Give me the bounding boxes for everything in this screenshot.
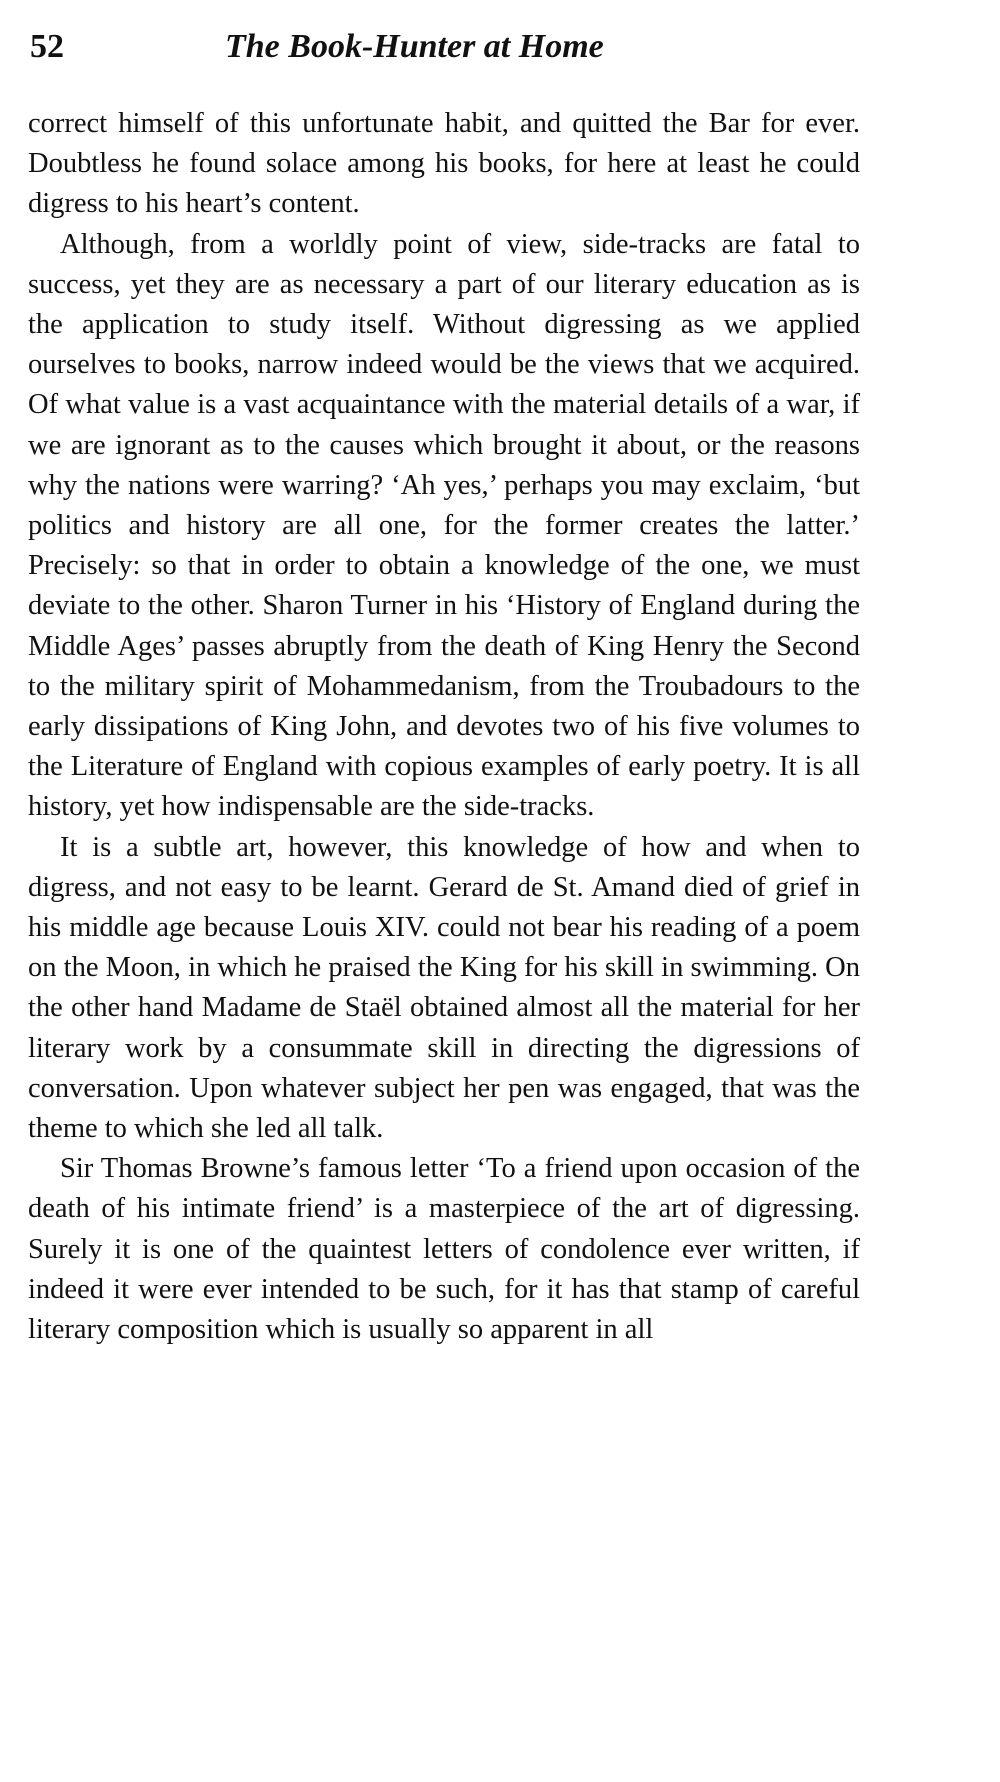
paragraph-1: correct himself of this unfortunate habit, and quitted the Bar for ever. Doubtless he found solace among his books, for here at least he could digress to his heart’s content. <box>28 108 860 220</box>
running-title: The Book-Hunter at Home <box>225 28 604 65</box>
page-number: 52 <box>30 28 64 65</box>
paragraph-4: Sir Thomas Browne’s famous letter ‘To a friend upon occasion of the death of his intimate friend’ is a masterpiece of the art of digressing. Surely it is one of the quaintest letters of condolence ever written, if indeed it were ever intended to be such, for it has that stamp of careful literary composition which is usually so apparent in all <box>28 1153 860 1346</box>
paragraph-2: Although, from a worldly point of view, side-tracks are fatal to success, yet they are as necessary a part of our literary education as is the application to study itself. Without digressing as we applied ourselves to books, narrow indeed would be the views that we acquired. Of what value is a vast acquaintance with the material details of a war, if we are ignorant as to the causes which brought it about, or the reasons why the nations were warring? ‘Ah yes,’ perhaps you may exclaim, ‘but politics and history are all one, for the former creates the latter.’ Precisely: so that in order to obtain a knowledge of the one, we must deviate to the other. Sharon Turner in his ‘History of England during the Middle Ages’ passes abruptly from the death of King Henry the Second to the military spirit of Mohammedanism, from the Troubadours to the early dissipations of King John, and devotes two of his five volumes to the Literature of England with copious examples of early poetry. It is all history, yet how indispensable are the side-tracks. <box>28 228 860 823</box>
body-text <box>28 104 860 1350</box>
page-header <box>30 22 870 72</box>
paragraph-3: It is a subtle art, however, this knowledge of how and when to digress, and not easy to be learnt. Gerard de St. Amand died of grief in his middle age because Louis XIV. could not bear his reading of a poem on the Moon, in which he praised the King for his skill in swimming. On the other hand Madame de Staël obtained almost all the material for her literary work by a consummate skill in directing the digressions of conversation. Upon whatever subject her pen was engaged, that was the theme to which she led all talk. <box>28 831 860 1145</box>
